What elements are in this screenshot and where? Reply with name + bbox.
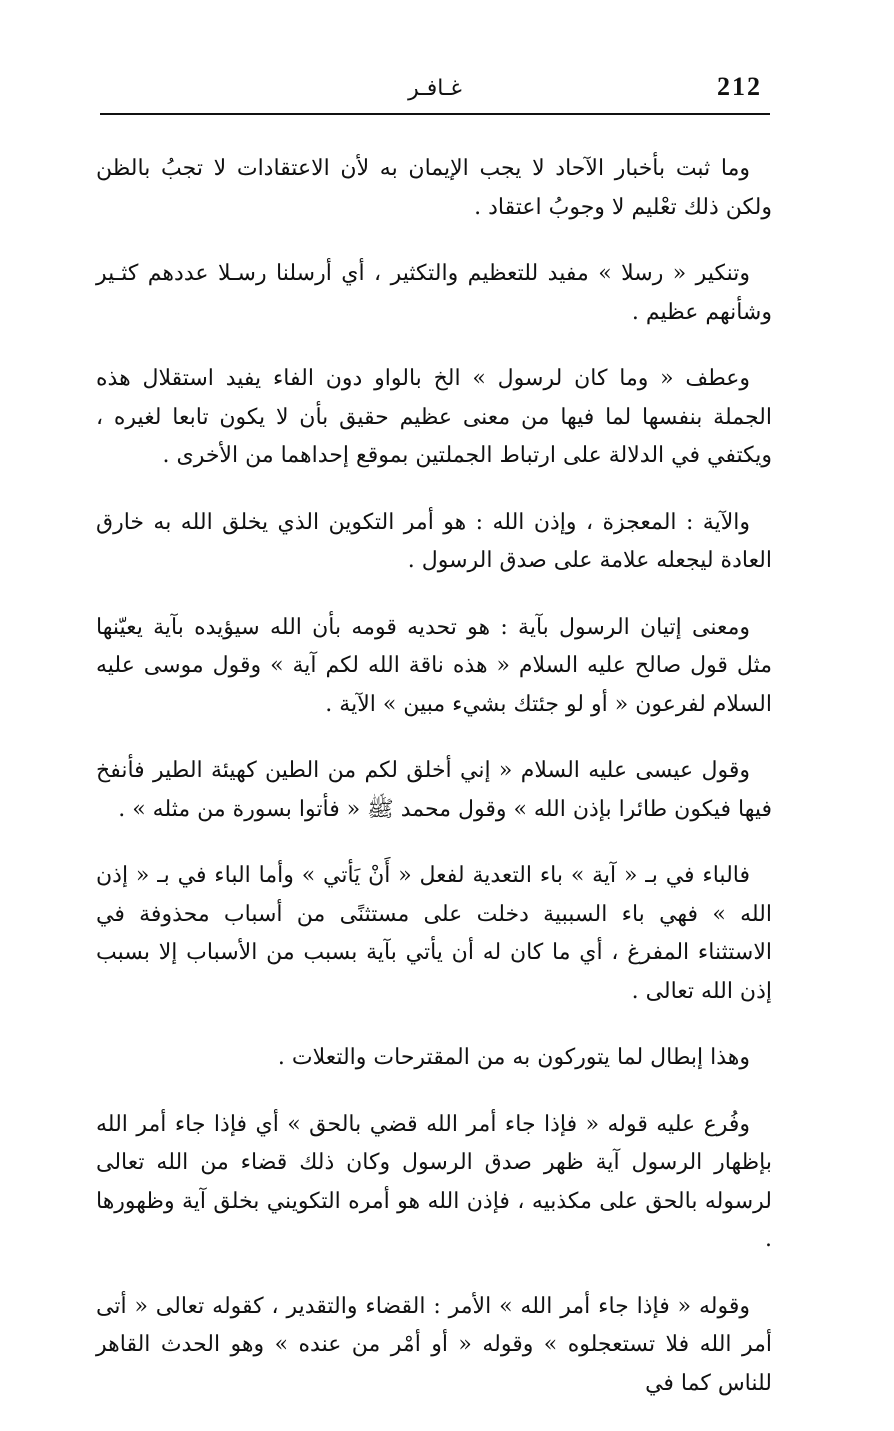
page-body — [96, 150, 772, 1431]
header-divider — [100, 113, 770, 115]
paragraph-2: وتنكير « رسلا » مفيد للتعظيم والتكثير ، أي أرسلنا رسـلا عددهم كثـير وشأنهم عظيم . — [96, 261, 772, 325]
page-number: 212 — [717, 72, 762, 101]
paragraph-10: وقوله « فإذا جاء أمر الله » الأمر : القضاء والتقدير ، كقوله تعالى « أتى أمر الله فلا تستعجلوه » وقوله « أو أمْر من عنده » وهو الحدث القاهر للناس كما في — [96, 1293, 772, 1396]
page-header — [100, 72, 770, 112]
paragraph-7: فالباء في بـ « آية » باء التعدية لفعل « أَنْ يَأتي » وأما الباء في بـ « إذن الله » فهي باء السببية دخلت على مستثنًى من أسباب محذوفة في الاستثناء المفرغ ، أي ما كان له أن يأتي بآية بسبب من الأسباب إلا بسبب إذن الله تعالى . — [96, 863, 772, 1004]
paragraph-6: وقول عيسى عليه السلام « إني أخلق لكم من الطين كهيئة الطير فأنفخ فيها فيكون طائرا بإذن الله » وقول محمد ﷺ « فأتوا بسورة من مثله » . — [96, 758, 772, 822]
paragraph-5: ومعنى إتيان الرسول بآية : هو تحديه قومه بأن الله سيؤيده بآية يعيّنها مثل قول صالح عليه السلام « هذه ناقة الله لكم آية » وقول موسى عليه السلام لفرعون « أو لو جئتك بشيء مبين » الآية . — [96, 614, 772, 717]
paragraph-9: وفُرع عليه قوله « فإذا جاء أمر الله قضي بالحق » أي فإذا جاء أمر الله بإظهار الرسول آية ظهر صدق الرسول وكان ذلك قضاء من الله تعالى لرسوله بالحق على مكذبيه ، فإذن الله هو أمره التكويني بخلق آية وظهورها . — [96, 1111, 772, 1252]
paragraph-8: وهذا إبطال لما يتوركون به من المقترحات والتعلات . — [277, 1045, 750, 1070]
running-title: غـافـر — [408, 76, 462, 101]
paragraph-4: والآية : المعجزة ، وإذن الله : هو أمر التكوين الذي يخلق الله به خارق العادة ليجعله علامة على صدق الرسول . — [96, 509, 772, 573]
paragraph-1: وما ثبت بأخبار الآحاد لا يجب الإيمان به لأن الاعتقادات لا تجبُ بالظن ولكن ذلك تعْليم لا وجوبُ اعتقاد . — [96, 156, 772, 220]
paragraph-3: وعطف « وما كان لرسول » الخ بالواو دون الفاء يفيد استقلال هذه الجملة بنفسها لما فيها من معنى عظيم حقيق بأن لا يكون تابعا لغيره ، ويكتفي في الدلالة على ارتباط الجملتين بموقع إحداهما من الأخرى . — [96, 366, 772, 468]
